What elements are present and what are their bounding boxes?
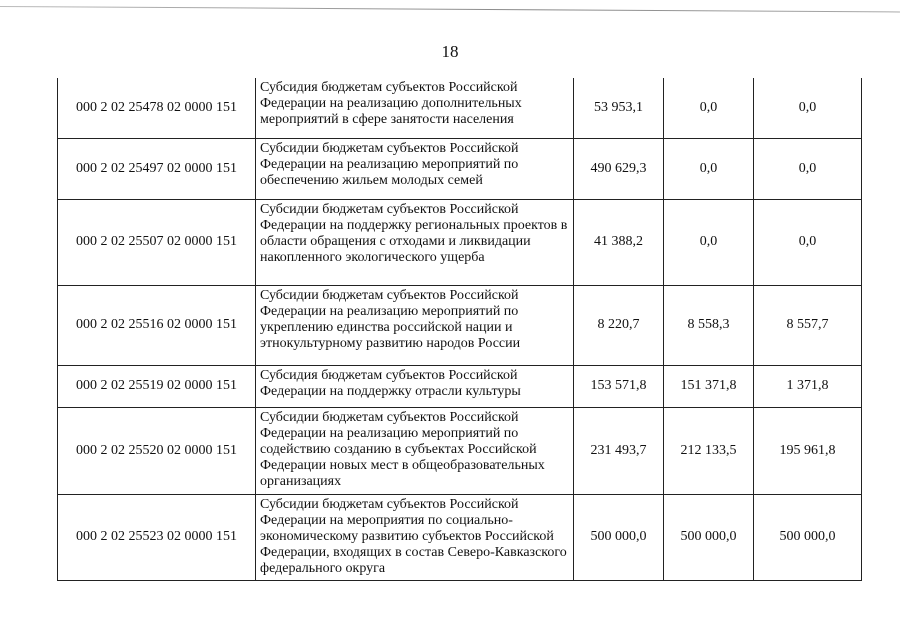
amount-cell-3: 0,0 bbox=[754, 138, 862, 199]
amount-cell-2: 0,0 bbox=[664, 199, 754, 285]
amount-cell-1: 500 000,0 bbox=[574, 494, 664, 580]
budget-code-cell: 000 2 02 25497 02 0000 151 bbox=[58, 138, 256, 199]
description-cell: Субсидии бюджетам субъектов Российской Федерации на поддержку региональных проектов в области обращения с отходами и ликвидации накопленного экологического ущерба bbox=[256, 199, 574, 285]
amount-cell-3: 8 557,7 bbox=[754, 285, 862, 365]
description-cell: Субсидии бюджетам субъектов Российской Федерации на реализацию мероприятий по содействию созданию в субъектах Российской Федерации новых мест в общеобразовательных организациях bbox=[256, 407, 574, 494]
table-row bbox=[58, 78, 862, 138]
budget-code-cell: 000 2 02 25523 02 0000 151 bbox=[58, 494, 256, 580]
amount-cell-3: 0,0 bbox=[754, 199, 862, 285]
description-cell: Субсидии бюджетам субъектов Российской Федерации на реализацию мероприятий по укреплению единства российской нации и этнокультурному развитию народов России bbox=[256, 285, 574, 365]
table-row bbox=[58, 138, 862, 199]
description-cell: Субсидии бюджетам субъектов Российской Федерации на реализацию мероприятий по обеспечению жильем молодых семей bbox=[256, 138, 574, 199]
budget-code-cell: 000 2 02 25520 02 0000 151 bbox=[58, 407, 256, 494]
budget-code-cell: 000 2 02 25507 02 0000 151 bbox=[58, 199, 256, 285]
amount-cell-1: 8 220,7 bbox=[574, 285, 664, 365]
scan-edge-line bbox=[0, 6, 900, 12]
amount-cell-2: 8 558,3 bbox=[664, 285, 754, 365]
amount-cell-3: 195 961,8 bbox=[754, 407, 862, 494]
description-cell: Субсидия бюджетам субъектов Российской Федерации на поддержку отрасли культуры bbox=[256, 365, 574, 407]
amount-cell-1: 41 388,2 bbox=[574, 199, 664, 285]
table-row bbox=[58, 199, 862, 285]
amount-cell-3: 1 371,8 bbox=[754, 365, 862, 407]
table-row bbox=[58, 285, 862, 365]
amount-cell-2: 0,0 bbox=[664, 138, 754, 199]
description-cell: Субсидии бюджетам субъектов Российской Федерации на мероприятия по социально-экономическому развитию субъектов Российской Федерации, входящих в состав Северо-Кавказского федерального округа bbox=[256, 494, 574, 580]
table-row bbox=[58, 494, 862, 580]
amount-cell-1: 53 953,1 bbox=[574, 78, 664, 138]
amount-cell-3: 500 000,0 bbox=[754, 494, 862, 580]
amount-cell-1: 153 571,8 bbox=[574, 365, 664, 407]
budget-revenue-table bbox=[57, 78, 862, 581]
budget-code-cell: 000 2 02 25516 02 0000 151 bbox=[58, 285, 256, 365]
amount-cell-1: 231 493,7 bbox=[574, 407, 664, 494]
budget-code-cell: 000 2 02 25519 02 0000 151 bbox=[58, 365, 256, 407]
table-row bbox=[58, 365, 862, 407]
page-number: 18 bbox=[441, 42, 459, 61]
amount-cell-3: 0,0 bbox=[754, 78, 862, 138]
amount-cell-1: 490 629,3 bbox=[574, 138, 664, 199]
budget-code-cell: 000 2 02 25478 02 0000 151 bbox=[58, 78, 256, 138]
description-cell: Субсидия бюджетам субъектов Российской Федерации на реализацию дополнительных мероприятий в сфере занятости населения bbox=[256, 78, 574, 138]
amount-cell-2: 151 371,8 bbox=[664, 365, 754, 407]
amount-cell-2: 212 133,5 bbox=[664, 407, 754, 494]
amount-cell-2: 0,0 bbox=[664, 78, 754, 138]
amount-cell-2: 500 000,0 bbox=[664, 494, 754, 580]
table-row bbox=[58, 407, 862, 494]
